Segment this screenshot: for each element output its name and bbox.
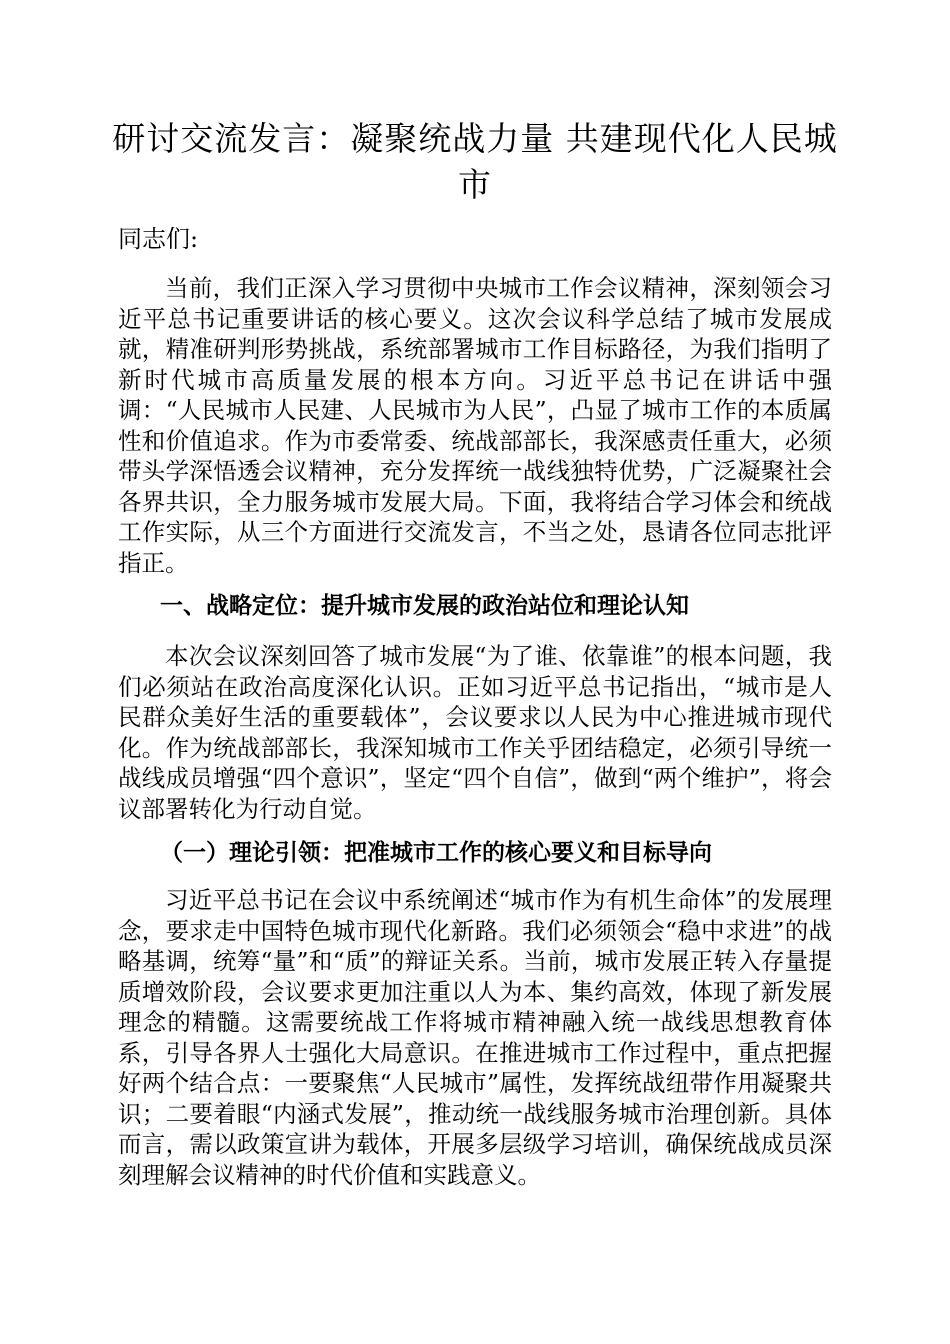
document-title: 研讨交流发言：凝聚统战力量 共建现代化人民城市 — [112, 119, 838, 204]
paragraph-subsection-1: 习近平总书记在会议中系统阐述“城市作为有机生命体”的发展理念，要求走中国特色城市现代化新路。我们必须领会“稳中求进”的战略基调，统筹“量”和“质”的辩证关系。当前，城市发展正转入存量提质增效阶段，会议要求更加注重以人为本、集约高效，体现了新发展理念的精髓。这需要统战工作将城市精神融入统一战线思想教育体系，引导各界人士强化大局意识。在推进城市工作过程中，重点把握好两个结合点：一要聚焦“人民城市”属性，发挥统战纽带作用凝聚共识；二要着眼“内涵式发展”，推动统一战线服务城市治理创新。具体而言，需以政策宣讲为载体，开展多层级学习培训，确保统战成员深刻理解会议精神的时代价值和实践意义。 — [118, 886, 832, 1189]
salutation: 同志们: — [118, 225, 199, 253]
paragraph-section-1: 本次会议深刻回答了城市发展“为了谁、依靠谁”的根本问题，我们必须站在政治高度深化认识。正如习近平总书记指出，“城市是人民群众美好生活的重要载体”，会议要求以人民为中心推进城市现代化。作为统战部部长，我深知城市工作关乎团结稳定，必须引导统一战线成员增强“四个意识”，坚定“四个自信”，做到“两个维护”，将会议部署转化为行动自觉。 — [118, 642, 832, 823]
paragraph-intro: 当前，我们正深入学习贯彻中央城市工作会议精神，深刻领会习近平总书记重要讲话的核心要义。这次会议科学总结了城市发展成就，精准研判形势挑战，系统部署城市工作目标路径，为我们指明了新时代城市高质量发展的根本方向。习近平总书记在讲话中强调：“人民城市人民建、人民城市为人民”，凸显了城市工作的本质属性和价值追求。作为市委常委、统战部部长，我深感责任重大，必须带头学深悟透会议精神，充分发挥统一战线独特优势，广泛凝聚社会各界共识，全力服务城市发展大局。下面，我将结合学习体会和统战工作实际，从三个方面进行交流发言，不当之处，恳请各位同志批评指正。 — [118, 274, 832, 577]
subsection-heading-1: （一）理论引领：把准城市工作的核心要义和目标导向 — [160, 840, 712, 866]
section-heading-1: 一、战略定位：提升城市发展的政治站位和理论认知 — [160, 593, 689, 619]
